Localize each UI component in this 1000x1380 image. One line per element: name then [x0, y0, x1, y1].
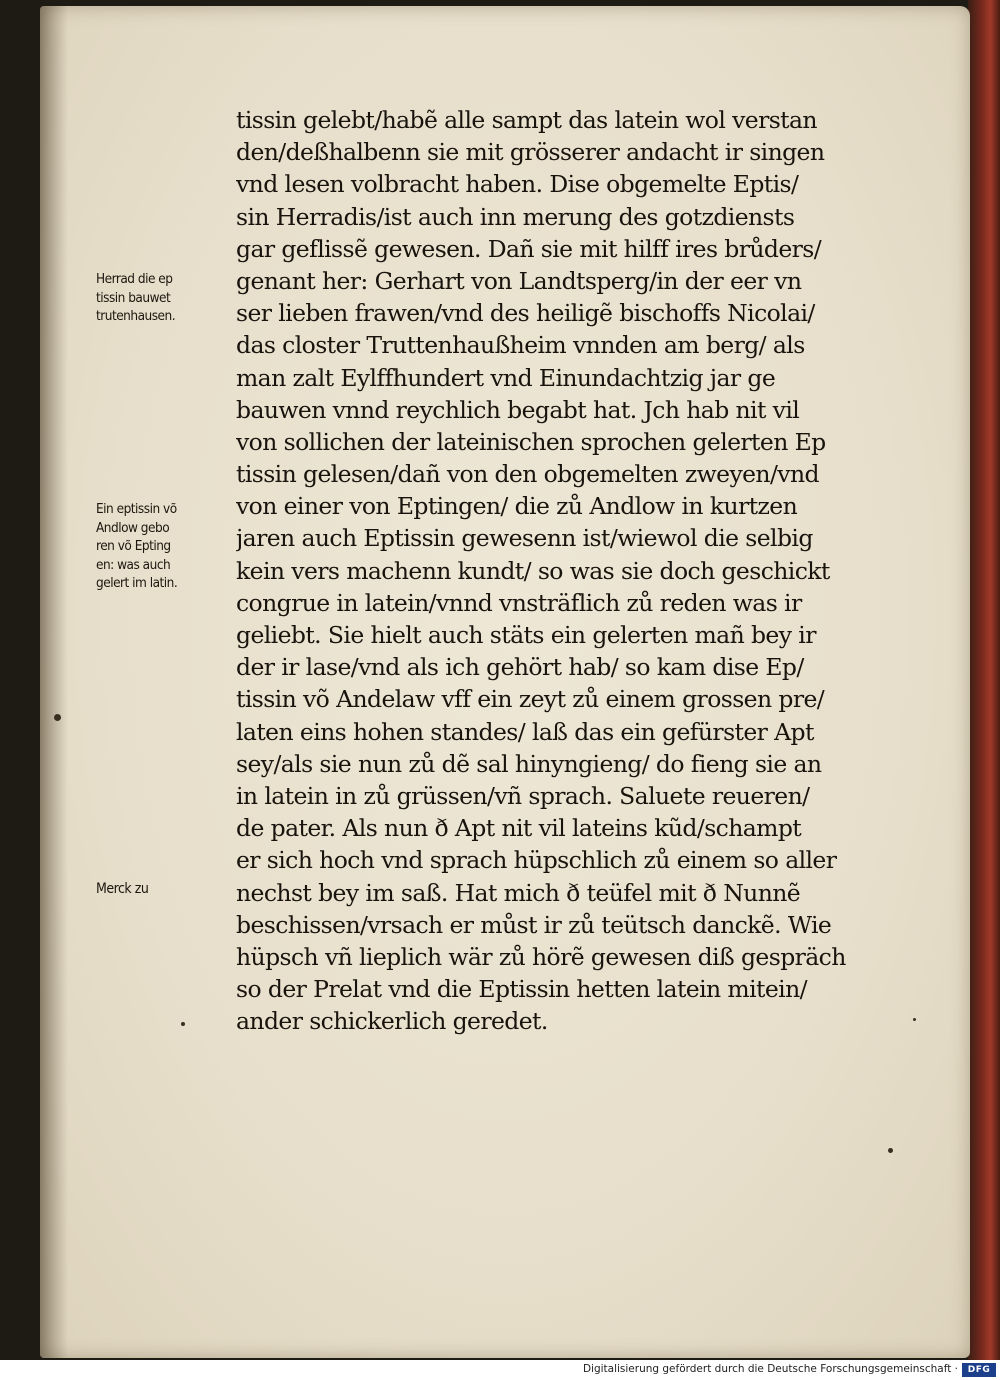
main-text-block — [236, 104, 880, 1037]
text-line: congrue in latein/vnnd vnsträflich zů reden was ir — [236, 588, 802, 617]
text-line: nechst bey im saß. Hat mich ð teüfel mit ð Nunnẽ — [236, 878, 801, 907]
text-line: vnd lesen volbracht haben. Dise obgemelte Eptis/ — [236, 170, 799, 199]
marginal-line: Ein eptissin võ — [96, 501, 177, 517]
text-line: den/deßhalbenn sie mit grösserer andacht ir singen — [236, 138, 825, 167]
text-line: man zalt Eylffhundert vnd Einundachtzig jar ge — [236, 363, 776, 392]
text-line: das closter Truttenhaußheim vnnden am berg/ als — [236, 331, 805, 360]
text-line: de pater. Als nun ð Apt nit vil lateins kũd/schampt — [236, 814, 802, 843]
text-line: laten eins hohen standes/ laß das ein gefürster Apt — [236, 717, 814, 746]
digitization-footer — [0, 1360, 1000, 1380]
text-line: sey/als sie nun zů dẽ sal hinyngieng/ do fieng sie an — [236, 749, 822, 778]
text-line: geliebt. Sie hielt auch stäts ein gelerten mañ bey ir — [236, 621, 816, 649]
marginal-note-eptingen — [96, 500, 246, 593]
ink-spot — [888, 1148, 893, 1153]
marginal-line: Herrad die ep — [96, 271, 173, 287]
marginal-line: trutenhausen. — [96, 308, 176, 324]
marginal-line: Andlow gebo — [96, 519, 170, 536]
text-line: ser lieben frawen/vnd des heiligẽ bischoffs Nicolai/ — [236, 299, 815, 328]
text-line: beschissen/vrsach er můst ir zů teütsch danckẽ. Wie — [236, 910, 832, 939]
ink-spot — [913, 1018, 916, 1021]
text-line: bauwen vnnd reychlich begabt hat. Jch hab nit vil — [236, 395, 800, 424]
text-line: tissin võ Andelaw vff ein zeyt zů einem grossen pre/ — [236, 685, 825, 714]
text-line: ander schickerlich geredet. — [236, 1007, 548, 1036]
text-line: hüpsch vñ lieplich wär zů hörẽ gewesen diß gespräch — [236, 942, 846, 971]
text-line: so der Prelat vnd die Eptissin hetten latein mitein/ — [236, 975, 807, 1004]
text-line: von sollichen der lateinischen sprochen gelerten Ep — [236, 427, 826, 456]
text-line: von einer von Eptingen/ die zů Andlow in kurtzen — [236, 492, 798, 521]
marginal-line: ren võ Epting — [96, 538, 171, 554]
text-line: tissin gelebt/habẽ alle sampt das latein wol verstan — [236, 106, 817, 134]
funding-credit: Digitalisierung gefördert durch die Deutsche Forschungsgemeinschaft · — [582, 1363, 958, 1375]
marginal-line: en: was auch — [96, 556, 171, 573]
book-edge — [968, 0, 1000, 1360]
ink-spot — [54, 714, 61, 721]
gutter-shadow — [40, 6, 68, 1358]
marginal-line: gelert im latin. — [96, 575, 178, 591]
ink-spot — [181, 1022, 185, 1026]
text-line: sin Herradis/ist auch inn merung des gotzdiensts — [236, 202, 795, 231]
text-line: gar geflissẽ gewesen. Dañ sie mit hilff ires brůders/ — [236, 234, 822, 263]
text-line: kein vers machenn kundt/ so was sie doch geschickt — [236, 556, 830, 585]
marginal-note-herrad — [96, 270, 246, 326]
text-line: tissin gelesen/dañ von den obgemelten zweyen/vnd — [236, 460, 819, 489]
text-line: in latein in zů grüssen/vñ sprach. Saluete reueren/ — [236, 781, 810, 810]
dfg-logo: DFG — [962, 1363, 996, 1377]
text-line: der ir lase/vnd als ich gehört hab/ so kam dise Ep/ — [236, 653, 804, 682]
marginal-line: Merck zu — [96, 881, 149, 897]
text-line: genant her: Gerhart von Landtsperg/in der eer vn — [236, 266, 802, 295]
text-line: jaren auch Eptissin gewesenn ist/wiewol die selbig — [236, 524, 813, 553]
marginal-line: tissin bauwet — [96, 289, 171, 306]
marginal-note-merck — [96, 880, 246, 899]
text-line: er sich hoch vnd sprach hüpschlich zů einem so aller — [236, 846, 837, 875]
